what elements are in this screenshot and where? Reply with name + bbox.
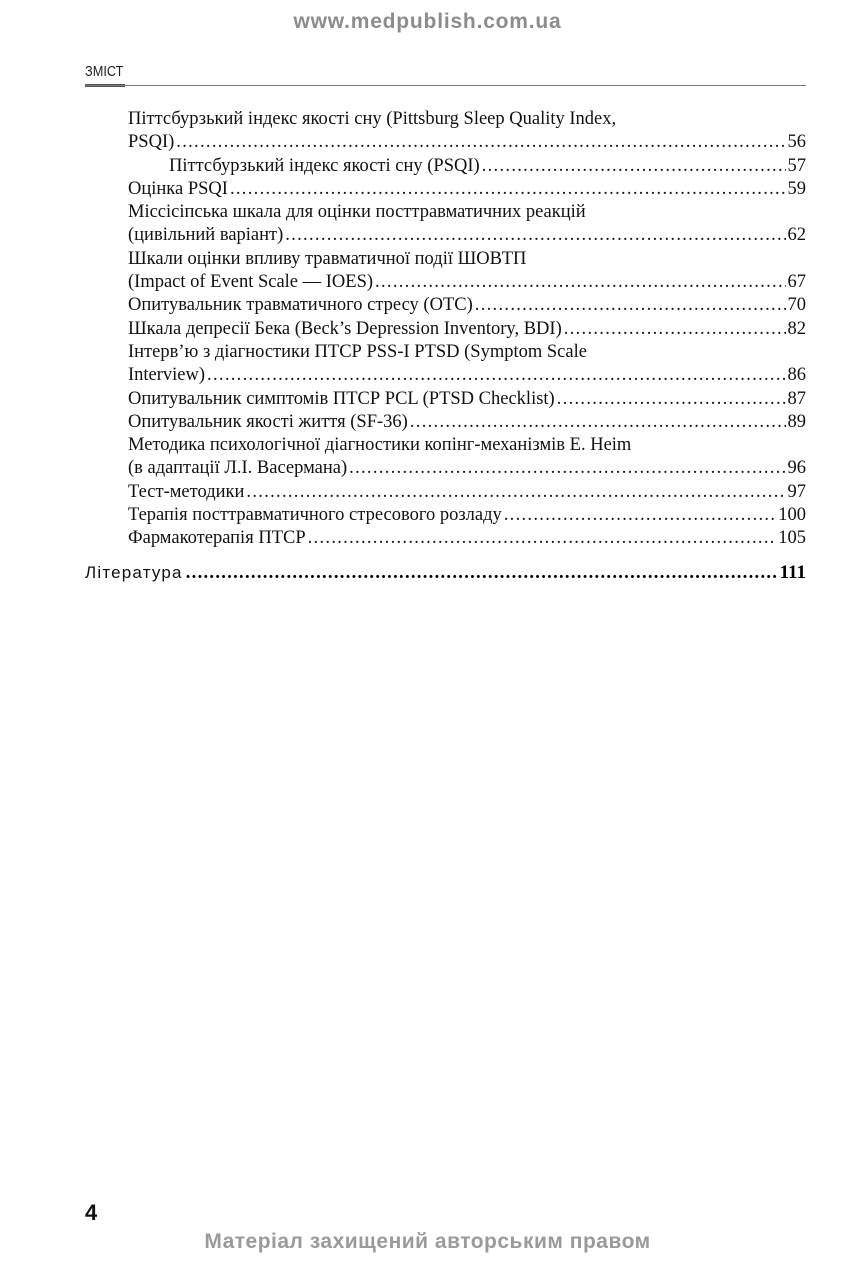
dot-leader [207, 364, 785, 387]
dot-leader [410, 411, 786, 434]
toc-entry[interactable] [128, 481, 806, 504]
toc-entry-title-line1: Шкали оцінки впливу травматичної події ШОВТП [128, 248, 527, 269]
toc-entry[interactable] [128, 294, 806, 317]
toc-entry-title: Тест-методики [128, 481, 245, 502]
toc-entry[interactable] [128, 178, 806, 201]
toc-entry-title-line1: Інтерв’ю з діагностики ПТСР PSS-I PTSD (Symptom Scale [128, 341, 587, 362]
toc-page-number: 105 [778, 528, 806, 549]
toc-entry[interactable] [128, 108, 806, 155]
dot-leader [308, 527, 777, 550]
dot-leader [475, 294, 786, 317]
toc-entry-title: (цивільний варіант) [128, 225, 284, 246]
dot-leader [186, 563, 777, 584]
toc-page-number: 57 [787, 155, 806, 176]
toc-page-number: 82 [787, 318, 806, 339]
toc-page-number: 59 [787, 178, 806, 199]
literature-label: Література [85, 563, 183, 582]
table-of-contents [0, 108, 855, 551]
toc-entry-title: Терапія посттравматичного стресового розладу [128, 505, 502, 526]
toc-entry-title: PSQI) [128, 132, 175, 153]
toc-entry[interactable] [128, 341, 806, 388]
literature-page-number: 111 [779, 562, 806, 583]
toc-entry[interactable] [128, 504, 806, 527]
toc-page-number: 89 [787, 411, 806, 432]
dot-leader [246, 481, 785, 504]
toc-entry-title-line1: Методика психологічної діагностики копінг-механізмів E. Heim [128, 435, 632, 456]
dot-leader [564, 318, 786, 341]
toc-page-number: 56 [787, 132, 806, 153]
dot-leader [482, 155, 786, 178]
toc-page-number: 87 [787, 388, 806, 409]
running-head: ЗМІСТ [85, 63, 124, 80]
toc-entry[interactable] [128, 527, 806, 550]
toc-page-number: 86 [787, 365, 806, 386]
toc-entry[interactable] [128, 434, 806, 481]
dot-leader [504, 504, 777, 527]
toc-entry-title: Interview) [128, 365, 206, 386]
toc-entry-title: Фармакотерапія ПТСР [128, 528, 306, 549]
toc-entry-title: Шкала депресії Бека (Beck’s Depression Inventory, BDI) [128, 318, 562, 339]
toc-entry-title: Опитувальник травматичного стресу (ОТС) [128, 295, 473, 316]
toc-entry-title: Оцінка PSQI [128, 178, 228, 199]
toc-entry[interactable] [128, 201, 806, 248]
dot-leader [230, 178, 786, 201]
toc-entry-title-line1: Піттсбурзький індекс якості сну (Pittsburg Sleep Quality Index, [128, 109, 617, 129]
toc-page-number: 62 [787, 225, 806, 246]
toc-entry[interactable] [128, 248, 806, 295]
toc-entry-literature[interactable] [85, 562, 806, 584]
page-number: 4 [85, 1200, 98, 1225]
header-rule [85, 85, 806, 86]
toc-page-number: 67 [787, 272, 806, 293]
toc-entry[interactable] [169, 155, 806, 178]
toc-entry-title: Опитувальник симптомів ПТСР PCL (PTSD Checklist) [128, 388, 555, 409]
toc-page-number: 100 [778, 505, 806, 526]
toc-entry[interactable] [128, 388, 806, 411]
toc-entry[interactable] [128, 411, 806, 434]
dot-leader [557, 388, 786, 411]
toc-entry-title: Опитувальник якості життя (SF-36) [128, 411, 408, 432]
site-url: www.medpublish.com.ua [293, 10, 562, 33]
toc-page-number: 70 [787, 295, 806, 316]
toc-entry-title-line1: Міссісіпська шкала для оцінки посттравматичних реакцій [128, 202, 586, 223]
toc-entry-title: (в адаптації Л.І. Васермана) [128, 458, 348, 479]
toc-page-number: 97 [787, 481, 806, 502]
toc-page-number: 96 [787, 458, 806, 479]
dot-leader [375, 271, 785, 294]
toc-entry-title: (Impact of Event Scale — IOES) [128, 272, 374, 293]
copyright-notice: Матеріал захищений авторським правом [204, 1230, 651, 1253]
toc-entry[interactable] [128, 318, 806, 341]
dot-leader [349, 457, 785, 480]
dot-leader [176, 131, 785, 154]
dot-leader [285, 224, 785, 247]
toc-entry-title: Піттсбурзький індекс якості сну (PSQI) [169, 155, 480, 176]
